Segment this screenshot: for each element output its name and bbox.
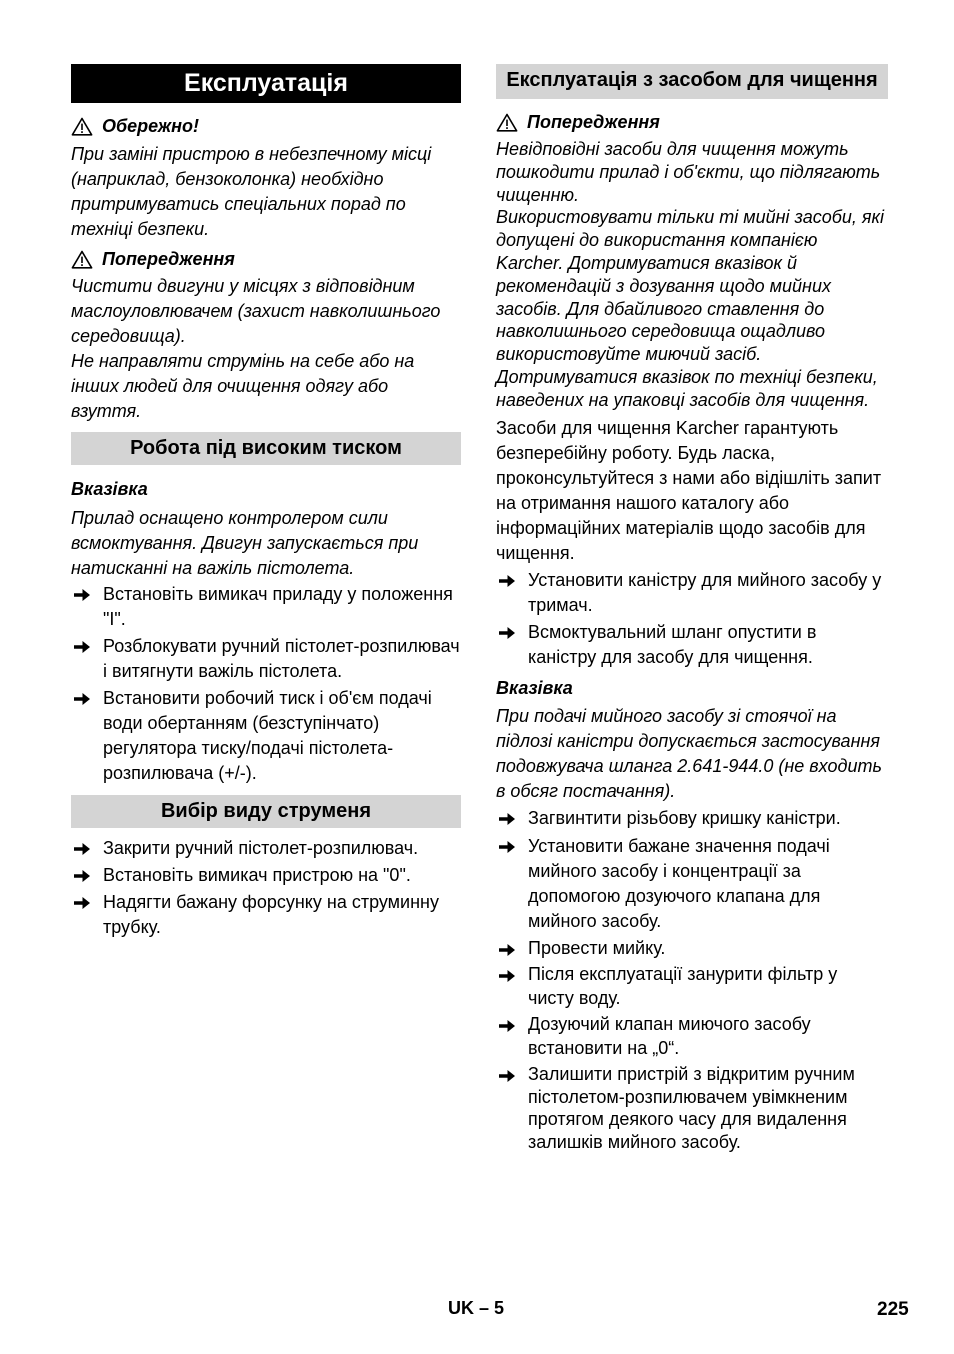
detergent-setup-steps: [496, 568, 888, 670]
arrow-right-icon: [73, 587, 91, 603]
caution-title: Обережно!: [102, 116, 200, 136]
section-title-jet-selection: Вибір виду струменя: [71, 795, 461, 828]
arrow-right-icon: [498, 1068, 516, 1084]
detergent-operation-steps: [496, 806, 888, 1154]
jet-steps: [71, 836, 461, 940]
section-title-detergent-operation: Експлуатація з засобом для чищення: [496, 64, 888, 99]
arrow-right-icon: [73, 841, 91, 857]
list-item: Закрити ручний пістолет-розпилювач.: [71, 836, 461, 861]
arrow-right-icon: [498, 968, 516, 984]
body-paragraph: Засоби для чищення Karcher гарантують безперебійну роботу. Будь ласка, проконсультуйтеся з нами або відішліть запит на отримання нашого каталогу або інформаційних матеріалів щодо засобів для чищення.: [496, 417, 882, 563]
note-title: Вказівка: [71, 479, 148, 499]
arrow-right-icon: [498, 942, 516, 958]
list-item: Загвинтити різьбову кришку каністри.: [496, 806, 888, 831]
warning-triangle-icon: [71, 250, 93, 269]
right-column: [496, 64, 888, 1153]
list-item: Залишити пристрій з відкритим ручним пістолетом-розпилювачем увімкненим протягом деякого часу для видалення залишків мийного засобу.: [496, 1063, 888, 1153]
note-title: Вказівка: [496, 677, 573, 698]
arrow-right-icon: [73, 868, 91, 884]
list-item: Розблокувати ручний пістолет-розпилювач і витягнути важіль пістолета.: [71, 634, 461, 684]
warning-text: Не направляти струмінь на себе або на інших людей для очищення одягу або взуття.: [71, 351, 415, 421]
note-text: При подачі мийного засобу зі стоячої на підлозі каністри допускається застосування подовжувача шланга 2.641-944.0 (не входить в обсяг постачання).: [496, 705, 882, 801]
caution-heading: [71, 114, 461, 138]
arrow-right-icon: [498, 625, 516, 641]
arrow-right-icon: [498, 1018, 516, 1034]
warning-heading: [496, 110, 888, 134]
list-item: Провести мийку.: [496, 937, 888, 961]
list-item: Встановіть вимикач пристрою на "0".: [71, 863, 461, 888]
arrow-right-icon: [73, 895, 91, 911]
warning-triangle-icon: [496, 113, 518, 132]
caution-text: При заміні пристрою в небезпечному місці (наприклад, бензоколонка) необхідно притримуватись спеціальних порад по техніці безпеки.: [71, 144, 432, 239]
list-item: Всмоктувальний шланг опустити в каністру для засобу для чищення.: [496, 620, 888, 670]
list-item: Встановіть вимикач приладу у положення "I".: [71, 582, 461, 632]
warning-title: Попередження: [102, 249, 235, 269]
section-title-high-pressure: Робота під високим тиском: [71, 432, 461, 465]
list-item: Встановити робочий тиск і об'єм подачі води обертанням (безступінчато) регулятора тиску/подачі пістолета-розпилювача (+/-).: [71, 686, 461, 786]
warning-title: Попередження: [527, 112, 660, 132]
arrow-right-icon: [73, 639, 91, 655]
page-number: 225: [877, 1299, 909, 1320]
list-item: Після експлуатації занурити фільтр у чисту воду.: [496, 963, 888, 1010]
arrow-right-icon: [498, 839, 516, 855]
warning-text: Використовувати тільки ті мийні засоби, які допущені до використання компанією Karcher. Дотримуватися вказівок й рекомендацій з дозування щодо мийних засобів. Для дбайливого ставлення до навколишнього середовища ощадливо використовуйте миючий засіб.: [496, 207, 884, 365]
list-item: Надягти бажану форсунку на струминну трубку.: [71, 890, 461, 940]
arrow-right-icon: [498, 573, 516, 589]
section-title-operation: Експлуатація: [71, 64, 461, 103]
arrow-right-icon: [73, 691, 91, 707]
warning-text: Дотримуватися вказівок по техніці безпеки, наведених на упаковці засобів для чищення.: [496, 366, 878, 410]
list-item: Дозуючий клапан миючого засобу встановити на „0“.: [496, 1013, 888, 1060]
warning-text: Чистити двигуни у місцях з відповідним маслоуловлювачем (захист навколишнього середовища).: [71, 276, 441, 346]
list-item: Установити бажане значення подачі мийного засобу і концентрації за допомогою дозуючого клапана для мийного засобу.: [496, 834, 888, 934]
warning-triangle-icon: [71, 117, 93, 136]
warning-heading: [71, 247, 461, 271]
note-text: Прилад оснащено контролером сили всмоктування. Двигун запускається при натисканні на важіль пістолета.: [71, 508, 419, 578]
high-pressure-steps: [71, 582, 461, 786]
warning-text: Невідповідні засоби для чищення можуть пошкодити прилад і об'єкти, що підлягають чищенню.: [496, 139, 881, 205]
arrow-right-icon: [498, 811, 516, 827]
footer-section-label: UK – 5: [448, 1298, 505, 1318]
list-item: Установити каністру для мийного засобу у тримач.: [496, 568, 888, 618]
left-column: [71, 64, 461, 940]
